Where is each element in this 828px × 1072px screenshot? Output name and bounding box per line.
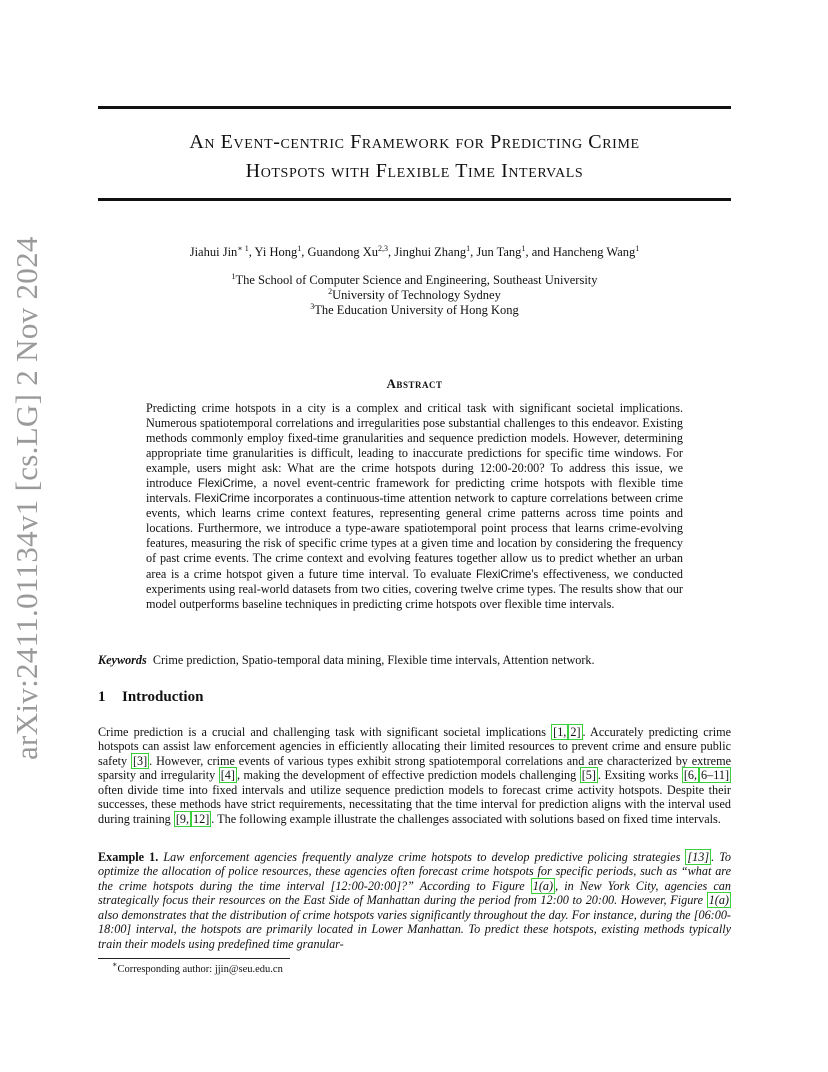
author-affiliation-mark: 1 [466,244,471,253]
abstract-heading: Abstract [386,376,443,391]
citation-link[interactable]: [3] [132,753,148,768]
keywords [98,653,731,668]
affiliation-item: $^2$University of Technology Sydney [328,287,501,302]
author-list: Jiahui Jin$^{∗ 1}$, Yi Hong$^1$, Guandong Xu$^{2,3}$, Jinghui Zhang$^1$, Jun Tang$^1$, and Hancheng Wang$^1$ [189,244,640,259]
affiliation-item: $^1$The School of Computer Science and Engineering, Southeast University [231,272,598,287]
citation-link[interactable]: 12] [193,811,210,826]
author-name: and Hancheng Wang [531,245,636,259]
citation-link[interactable]: [1, [553,725,567,739]
keywords-text: Crime prediction, Spatio-temporal data mining, Flexible time intervals, Attention network. [152,653,595,667]
title-line-2: Hotspots with Flexible Time Intervals [245,160,584,182]
section-heading [98,689,731,706]
figure-reference-link[interactable]: 1(a) [532,878,554,893]
author-name: Jiahui Jin [189,245,238,259]
section-number: 1 [98,689,106,705]
citation-link[interactable]: [6, [683,768,698,783]
citation-link[interactable]: 2] [570,725,581,739]
citation-link[interactable]: 6–11] [701,768,729,783]
citation-link[interactable]: [5] [581,768,596,783]
author-name: Guandong Xu [307,245,378,259]
figure-reference-link[interactable]: 1(a) [708,893,729,908]
model-name: FlexiCrime [197,477,254,491]
introduction-paragraph: Crime prediction is a crucial and challenging task with significant societal implications [1, 2] . Accurately predicting crime hotspots can assist law enforcement agencies in efficiently allocating their limited resources to prevent crime and ensure public safety [3] . However, crime events of various types exhibit strong spatiotemporal correlations and are characterized by extreme sparsity and irregularity [4] , making the development of effective prediction models challenging [5] . Exsiting works [6, 6–11] often divide time into fixed intervals and utilize sequence prediction models to forecast crime activity hotspots. Despite their successes, these methods have strict requirements, necessitating that the time interval for prediction aligns with the interval used during training [9, 12] . The following example illustrate the challenges associated with solutions based on fixed time intervals. [98,725,731,826]
section-title: Introduction [122,689,204,705]
title-rule-bottom [98,198,731,201]
footnote [112,960,712,976]
title-line-1: An Event-centric Framework for Predicting Crime [189,131,640,153]
author-name: Jinghui Zhang [394,245,467,259]
citation-link[interactable]: [9, [175,811,190,826]
keywords-label: Keywords [98,653,147,667]
footnote-rule [98,958,290,959]
example-label: Example 1. [98,850,159,864]
author-affiliation-mark: ∗ 1 [237,244,249,253]
citation-link[interactable]: [13] [687,850,710,864]
arxiv-identifier-stamp: arXiv:2411.01134v1 [cs.LG] 2 Nov 2024 [9,236,44,760]
author-name: Yi Hong [254,245,298,259]
author-affiliation-mark: 1 [521,244,526,253]
affiliation-list [98,273,731,318]
footnote-mark: ∗ [112,960,118,969]
author-affiliation-mark: 2,3 [377,244,388,253]
author-affiliation-mark: 1 [297,244,302,253]
model-name: FlexiCrime [194,492,250,506]
citation-link[interactable]: [4] [220,768,235,783]
footnote-text: Corresponding author: jjin@seu.edu.cn [117,964,283,975]
author-name: Jun Tang [476,245,522,259]
affiliation-item: $^3$The Education University of Hong Kong [310,302,519,317]
example-paragraph: Example 1. Law enforcement agencies frequently analyze crime hotspots to develop predictive policing strategies [13] . To optimize the allocation of police resources, these agencies often forecast crime hotspots for specific periods, such as “what are the crime hotspots during the time interval [12:00-20:00]?” According to Figure 1(a) , in New York City, agencies can strategically focus their resources on the East Side of Manhattan during the period from 12:00 to 20:00. However, Figure 1(a) also demonstrates that the distribution of crime hotspots varies significantly throughout the day. For instance, during the [06:00-18:00] interval, the hotspots are primarily located in Lower Manhattan. To predict these hotspots, existing methods typically train their models using predefined time granular- [98,850,731,951]
paper-title [98,128,731,186]
abstract-body: Predicting crime hotspots in a city is a complex and critical task with significant societal implications. Numerous spatiotemporal correlations and irregularities pose substantial challenges to this endeavor. Existing methods commonly employ fixed-time granularities and sequence prediction models. However, determining appropriate time granularities is difficult, leading to inaccurate predictions for specific time windows. For example, users might ask: What are the crime hotspots during 12:00-20:00? To address this issue, we introduce FlexiCrime, a novel event-centric framework for predicting crime hotspots with flexible time intervals. FlexiCrime incorporates a continuous-time attention network to capture correlations between crime events, which learns crime context features, representing general crime patterns across time points and locations. Furthermore, we introduce a type-aware spatiotemporal point process that learns crime-evolving features, measuring the risk of specific crime types at a given time and location by considering the frequency of past crime events. The crime context and evolving features together allow us to predict whether an urban area is a crime hotspot given a future time interval. To evaluate FlexiCrime's effectiveness, we conducted experiments using real-world datasets from two cities, covering twelve crime types. The results show that our model outperforms baseline techniques in predicting crime hotspots over flexible time intervals. [146,401,684,611]
model-name: FlexiCrime [475,567,532,581]
author-affiliation-mark: 1 [635,244,640,253]
title-rule-top [98,106,731,109]
